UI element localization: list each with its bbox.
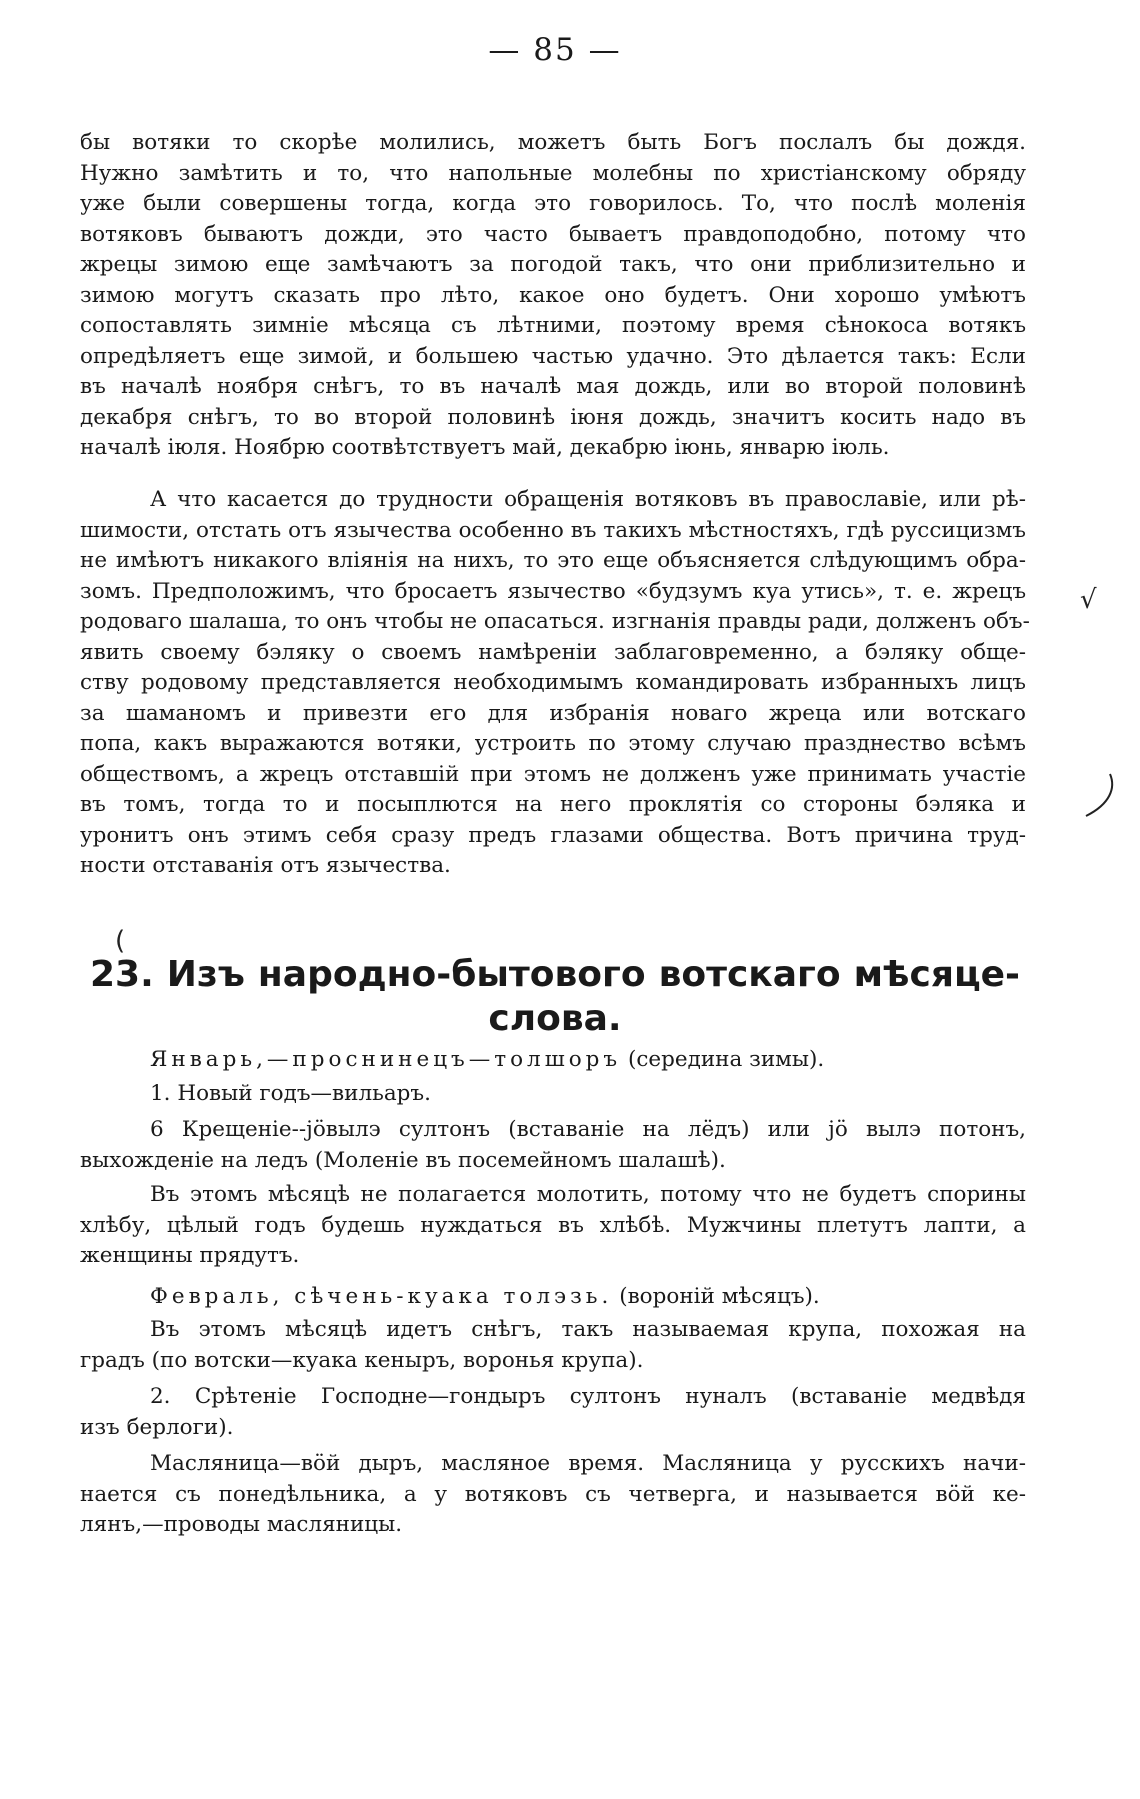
text-line: Въ этомъ мѣсяцѣ не полагается молотить, потому что не будетъ спорины	[150, 1182, 1026, 1207]
calendar-entry	[80, 1079, 1026, 1110]
text-line: изъ берлоги).	[80, 1414, 234, 1440]
page-number: — 85 —	[488, 32, 622, 68]
text-line: ству родовому представляется необходимымъ командировать избранныхъ лицъ	[80, 670, 1026, 695]
text-line: женщины прядутъ.	[80, 1243, 300, 1268]
calendar-entry	[80, 1382, 1026, 1443]
margin-check-mark: √	[1080, 585, 1097, 615]
month-heading-january	[80, 1045, 1026, 1076]
text-line: Въ этомъ мѣсяцѣ идетъ снѣгъ, такъ называемая крупа, похожая на	[150, 1317, 1026, 1342]
text-line: лянъ,—проводы масляницы.	[80, 1512, 403, 1537]
text-line: въ началѣ ноября снѣгъ, то въ началѣ мая дождь, или во второй половинѣ	[80, 374, 1026, 399]
text-line: 6 Крещеніе--jӧвылэ султонъ (вставаніе на лёдъ) или jӧ вылэ потонъ,	[150, 1117, 1026, 1142]
month-gloss: (вороній мѣсяцъ).	[619, 1284, 820, 1309]
text-line: началѣ іюля. Ноябрю соотвѣтствуетъ май, декабрю іюнь, январю іюль.	[80, 435, 890, 460]
text-line: выхожденіе на ледъ (Моленіе въ посемейномъ шалашѣ).	[80, 1147, 726, 1173]
calendar-note	[80, 1315, 1026, 1376]
text-line: родоваго шалаша, то онъ чтобы не опасаться. изгнанія правды ради, долженъ объ-	[80, 609, 1030, 634]
text-line: 1. Новый годъ—вильаръ.	[150, 1081, 431, 1106]
text-line: вотяковъ бываютъ дожди, это часто бываетъ правдоподобно, потому что	[80, 221, 1026, 247]
text-line: жрецы зимою еще замѣчаютъ за погодой такъ, что они приблизительно и	[80, 252, 1026, 277]
text-line: Масляница—вӧй дыръ, масляное время. Масляница у русскихъ начи-	[150, 1451, 1026, 1476]
text-line: зомъ. Предположимъ, что бросаетъ язычество «будзумъ куа утись», т. е. жрецъ	[80, 578, 1026, 604]
text-line: за шаманомъ и привезти его для избранія новаго жреца или вотскаго	[80, 700, 1026, 726]
text-line: попа, какъ выражаются вотяки, устроить по этому случаю празднество всѣмъ	[80, 731, 1026, 756]
text-line: сопоставлять зимніе мѣсяца съ лѣтними, поэтому время сѣнокоса вотякъ	[80, 313, 1026, 338]
text-line: явить своему бэляку о своемъ намѣреніи заблаговременно, а бэляку обще-	[80, 639, 1026, 665]
margin-bar-mark: (	[115, 926, 126, 956]
text-line: хлѣбу, цѣлый годъ будешь нуждаться въ хлѣбѣ. Мужчины плетутъ лапти, а	[80, 1212, 1026, 1238]
text-line: опредѣляетъ еще зимой, и большею частью удачно. Это дѣлается такъ: Если	[80, 343, 1026, 369]
text-line: не имѣютъ никакого вліянія на нихъ, то это еще объясняется слѣдующимъ обра-	[80, 548, 1026, 573]
text-line: градъ (по вотски—куака кеныръ, воронья крупа).	[80, 1347, 644, 1373]
text-line: шимости, отстать отъ язычества особенно въ такихъ мѣстностяхъ, гдѣ руссицизмъ	[80, 517, 1026, 543]
month-name: Февраль, сѣчень-куака толэзь.	[150, 1284, 613, 1309]
text-line: Нужно замѣтить и то, что напольные молебны по христіанскому обряду	[80, 160, 1026, 186]
calendar-entry	[80, 1115, 1026, 1176]
section-heading-line: слова.	[488, 998, 622, 1039]
text-line: уже были совершены тогда, когда это говорилось. То, что послѣ моленія	[80, 191, 1026, 216]
text-line: ности отставанія отъ язычества.	[80, 853, 451, 878]
month-name: Январь,—проснинецъ—толшоръ	[150, 1047, 622, 1072]
calendar-note	[80, 1180, 1026, 1272]
section-heading-line: 23. Изъ народно-бытового вотскаго мѣсяце-	[90, 954, 1020, 995]
text-line: обществомъ, а жрецъ отставшій при этомъ не долженъ уже принимать участіе	[80, 761, 1026, 787]
text-line: уронитъ онъ этимъ себя сразу предъ глазами общества. Вотъ причина труд-	[80, 822, 1026, 848]
paragraph-weather-prediction	[80, 128, 1026, 464]
section-heading	[90, 953, 1020, 1041]
text-line: 2. Срѣтеніе Господне—гондыръ султонъ нуналъ (вставаніе медвѣдя	[150, 1384, 1026, 1409]
month-gloss: (середина зимы).	[627, 1047, 825, 1072]
margin-pen-stroke-icon	[1080, 770, 1120, 820]
text-line: декабря снѣгъ, то во второй половинѣ іюня дождь, значитъ косить надо въ	[80, 404, 1026, 430]
text-line: А что касается до трудности обращенія вотяковъ въ православіе, или рѣ-	[150, 487, 1026, 512]
text-line: бы вотяки то скорѣе молились, можетъ быть Богъ послалъ бы дождя.	[80, 130, 1026, 155]
calendar-note	[80, 1449, 1026, 1541]
month-heading-february	[80, 1282, 1026, 1313]
text-line: зимою могутъ сказать про лѣто, какое оно будетъ. Они хорошо умѣютъ	[80, 282, 1026, 308]
text-line: нается съ понедѣльника, а у вотяковъ съ четверга, и называется вӧй ке-	[80, 1481, 1026, 1507]
text-line: въ томъ, тогда то и посыплются на него проклятія со стороны бэляка и	[80, 792, 1026, 817]
paragraph-conversion-difficulty	[80, 485, 1030, 882]
